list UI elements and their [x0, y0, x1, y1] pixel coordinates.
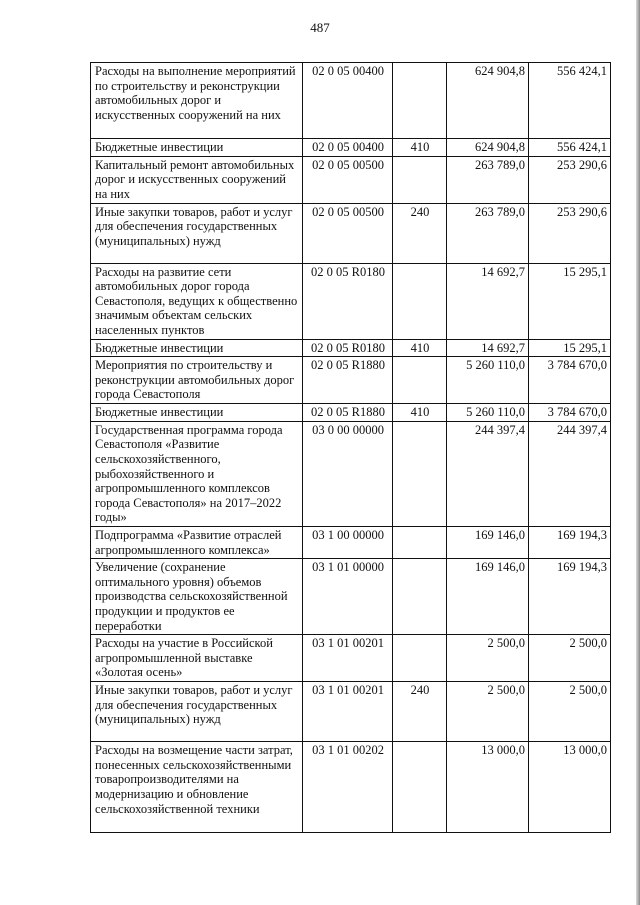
- expense-name-cell: Бюджетные инвестиции: [91, 339, 303, 357]
- amount-year-1-cell: 14 692,7: [447, 339, 529, 357]
- amount-year-1-cell: 244 397,4: [447, 421, 529, 526]
- table-row: [91, 156, 611, 203]
- table-row: [91, 203, 611, 263]
- expense-type-cell: [393, 421, 447, 526]
- target-code-cell: 03 1 00 00000: [303, 526, 393, 558]
- expense-type-cell: 240: [393, 203, 447, 263]
- table-row: [91, 139, 611, 157]
- table-row: [91, 682, 611, 742]
- page-number: 487: [310, 20, 330, 35]
- target-code-cell: 03 1 01 00000: [303, 559, 393, 635]
- amount-year-2-cell: 169 194,3: [529, 559, 611, 635]
- amount-year-1-cell: 2 500,0: [447, 635, 529, 682]
- expense-name-cell: Бюджетные инвестиции: [91, 139, 303, 157]
- amount-year-1-cell: 169 146,0: [447, 526, 529, 558]
- amount-year-1-cell: 14 692,7: [447, 263, 529, 339]
- target-code-cell: 03 1 01 00202: [303, 742, 393, 833]
- expense-name-cell: Иные закупки товаров, работ и услуг для обеспечения государственных (муниципальных) нужд: [91, 682, 303, 742]
- amount-year-1-cell: 169 146,0: [447, 559, 529, 635]
- amount-year-2-cell: 244 397,4: [529, 421, 611, 526]
- expense-type-cell: 410: [393, 139, 447, 157]
- table-row: [91, 339, 611, 357]
- table-row: [91, 357, 611, 404]
- table-row: [91, 526, 611, 558]
- expense-type-cell: [393, 263, 447, 339]
- expense-name-cell: Государственная программа города Севастополя «Развитие сельскохозяйственного, рыбохозяйственного и агропромышленного комплексов города Севастополя» на 2017–2022 годы»: [91, 421, 303, 526]
- budget-table: [90, 62, 611, 833]
- expense-name-cell: Иные закупки товаров, работ и услуг для обеспечения государственных (муниципальных) нужд: [91, 203, 303, 263]
- table-row: [91, 63, 611, 139]
- amount-year-2-cell: 3 784 670,0: [529, 357, 611, 404]
- target-code-cell: 03 0 00 00000: [303, 421, 393, 526]
- amount-year-2-cell: 253 290,6: [529, 203, 611, 263]
- amount-year-2-cell: 253 290,6: [529, 156, 611, 203]
- target-code-cell: 02 0 05 00500: [303, 156, 393, 203]
- target-code-cell: 02 0 05 00400: [303, 63, 393, 139]
- target-code-cell: 02 0 05 R0180: [303, 339, 393, 357]
- expense-name-cell: Расходы на развитие сети автомобильных дорог города Севастополя, ведущих к общественно значимым объектам сельских населенных пунктов: [91, 263, 303, 339]
- expense-name-cell: Подпрограмма «Развитие отраслей агропромышленного комплекса»: [91, 526, 303, 558]
- expense-name-cell: Бюджетные инвестиции: [91, 404, 303, 422]
- expense-type-cell: 410: [393, 339, 447, 357]
- amount-year-1-cell: 263 789,0: [447, 156, 529, 203]
- table-row: [91, 263, 611, 339]
- target-code-cell: 02 0 05 00500: [303, 203, 393, 263]
- target-code-cell: 02 0 05 00400: [303, 139, 393, 157]
- expense-type-cell: [393, 63, 447, 139]
- expense-type-cell: [393, 156, 447, 203]
- amount-year-2-cell: 2 500,0: [529, 682, 611, 742]
- expense-type-cell: [393, 559, 447, 635]
- amount-year-1-cell: 263 789,0: [447, 203, 529, 263]
- expense-name-cell: Капитальный ремонт автомобильных дорог и искусственных сооружений на них: [91, 156, 303, 203]
- amount-year-2-cell: 169 194,3: [529, 526, 611, 558]
- target-code-cell: 02 0 05 R0180: [303, 263, 393, 339]
- expense-name-cell: Расходы на возмещение части затрат, понесенных сельскохозяйственными товаропроизводителями на модернизацию и обновление сельскохозяйственной техники: [91, 742, 303, 833]
- target-code-cell: 03 1 01 00201: [303, 635, 393, 682]
- amount-year-1-cell: 624 904,8: [447, 139, 529, 157]
- amount-year-1-cell: 5 260 110,0: [447, 357, 529, 404]
- table-row: [91, 559, 611, 635]
- amount-year-2-cell: 2 500,0: [529, 635, 611, 682]
- expense-name-cell: Мероприятия по строительству и реконструкции автомобильных дорог города Севастополя: [91, 357, 303, 404]
- expense-name-cell: Расходы на выполнение мероприятий по строительству и реконструкции автомобильных дорог и искусственных сооружений на них: [91, 63, 303, 139]
- amount-year-2-cell: 13 000,0: [529, 742, 611, 833]
- amount-year-1-cell: 5 260 110,0: [447, 404, 529, 422]
- amount-year-2-cell: 556 424,1: [529, 63, 611, 139]
- table-row: [91, 742, 611, 833]
- target-code-cell: 02 0 05 R1880: [303, 357, 393, 404]
- expense-name-cell: Увеличение (сохранение оптимального уровня) объемов производства сельскохозяйственной продукции и продуктов ее переработки: [91, 559, 303, 635]
- budget-table-body: [91, 63, 611, 833]
- table-row: [91, 421, 611, 526]
- amount-year-1-cell: 2 500,0: [447, 682, 529, 742]
- expense-type-cell: 410: [393, 404, 447, 422]
- expense-type-cell: [393, 635, 447, 682]
- amount-year-2-cell: 15 295,1: [529, 339, 611, 357]
- target-code-cell: 02 0 05 R1880: [303, 404, 393, 422]
- expense-type-cell: [393, 526, 447, 558]
- expense-type-cell: 240: [393, 682, 447, 742]
- amount-year-1-cell: 13 000,0: [447, 742, 529, 833]
- amount-year-2-cell: 3 784 670,0: [529, 404, 611, 422]
- scan-edge: [636, 0, 640, 905]
- table-row: [91, 635, 611, 682]
- expense-name-cell: Расходы на участие в Российской агропромышленной выставке «Золотая осень»: [91, 635, 303, 682]
- amount-year-1-cell: 624 904,8: [447, 63, 529, 139]
- target-code-cell: 03 1 01 00201: [303, 682, 393, 742]
- expense-type-cell: [393, 357, 447, 404]
- amount-year-2-cell: 15 295,1: [529, 263, 611, 339]
- amount-year-2-cell: 556 424,1: [529, 139, 611, 157]
- table-row: [91, 404, 611, 422]
- expense-type-cell: [393, 742, 447, 833]
